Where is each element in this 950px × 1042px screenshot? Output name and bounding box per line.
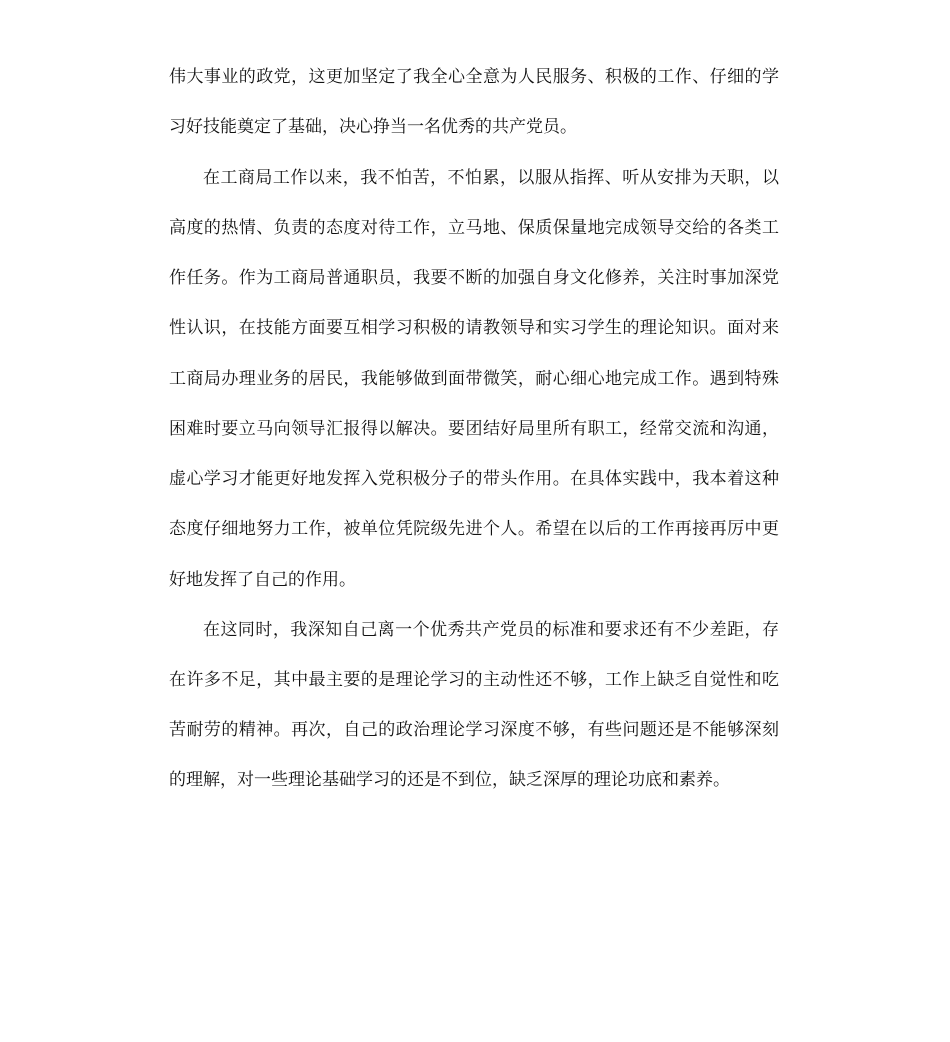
text-line: 在这同时，我深知自己离一个优秀共产党员的标准和要求还有不少差距，存	[203, 620, 779, 640]
text-line: 的理解，对一些理论基础学习的还是不到位，缺乏深厚的理论功底和素养。	[169, 770, 730, 790]
text-line: 工商局办理业务的居民，我能够做到面带微笑，耐心细心地完成工作。遇到特殊	[169, 369, 779, 389]
text-line: 作任务。作为工商局普通职员，我要不断的加强自身文化修养，关注时事加深党	[169, 268, 779, 288]
text-line: 性认识，在技能方面要互相学习积极的请教领导和实习学生的理论知识。面对来	[169, 318, 779, 338]
text-line: 习好技能奠定了基础，决心挣当一名优秀的共产党员。	[169, 117, 577, 137]
text-line: 好地发挥了自己的作用。	[169, 570, 356, 590]
text-line: 高度的热情、负责的态度对待工作，立马地、保质保量地完成领导交给的各类工	[169, 218, 779, 238]
text-line: 伟大事业的政党，这更加坚定了我全心全意为人民服务、积极的工作、仔细的学	[169, 67, 779, 87]
text-line: 困难时要立马向领导汇报得以解决。要团结好局里所有职工，经常交流和沟通，	[169, 419, 779, 439]
text-line: 苦耐劳的精神。再次，自己的政治理论学习深度不够，有些问题还是不能够深刻	[169, 720, 779, 740]
text-line: 在工商局工作以来，我不怕苦，不怕累，以服从指挥、听从安排为天职，以	[203, 168, 779, 188]
text-line: 虚心学习才能更好地发挥入党积极分子的带头作用。在具体实践中，我本着这种	[169, 469, 779, 489]
text-line: 态度仔细地努力工作，被单位凭院级先进个人。希望在以后的工作再接再厉中更	[169, 519, 779, 539]
text-line: 在许多不足，其中最主要的是理论学习的主动性还不够，工作上缺乏自觉性和吃	[169, 670, 779, 690]
